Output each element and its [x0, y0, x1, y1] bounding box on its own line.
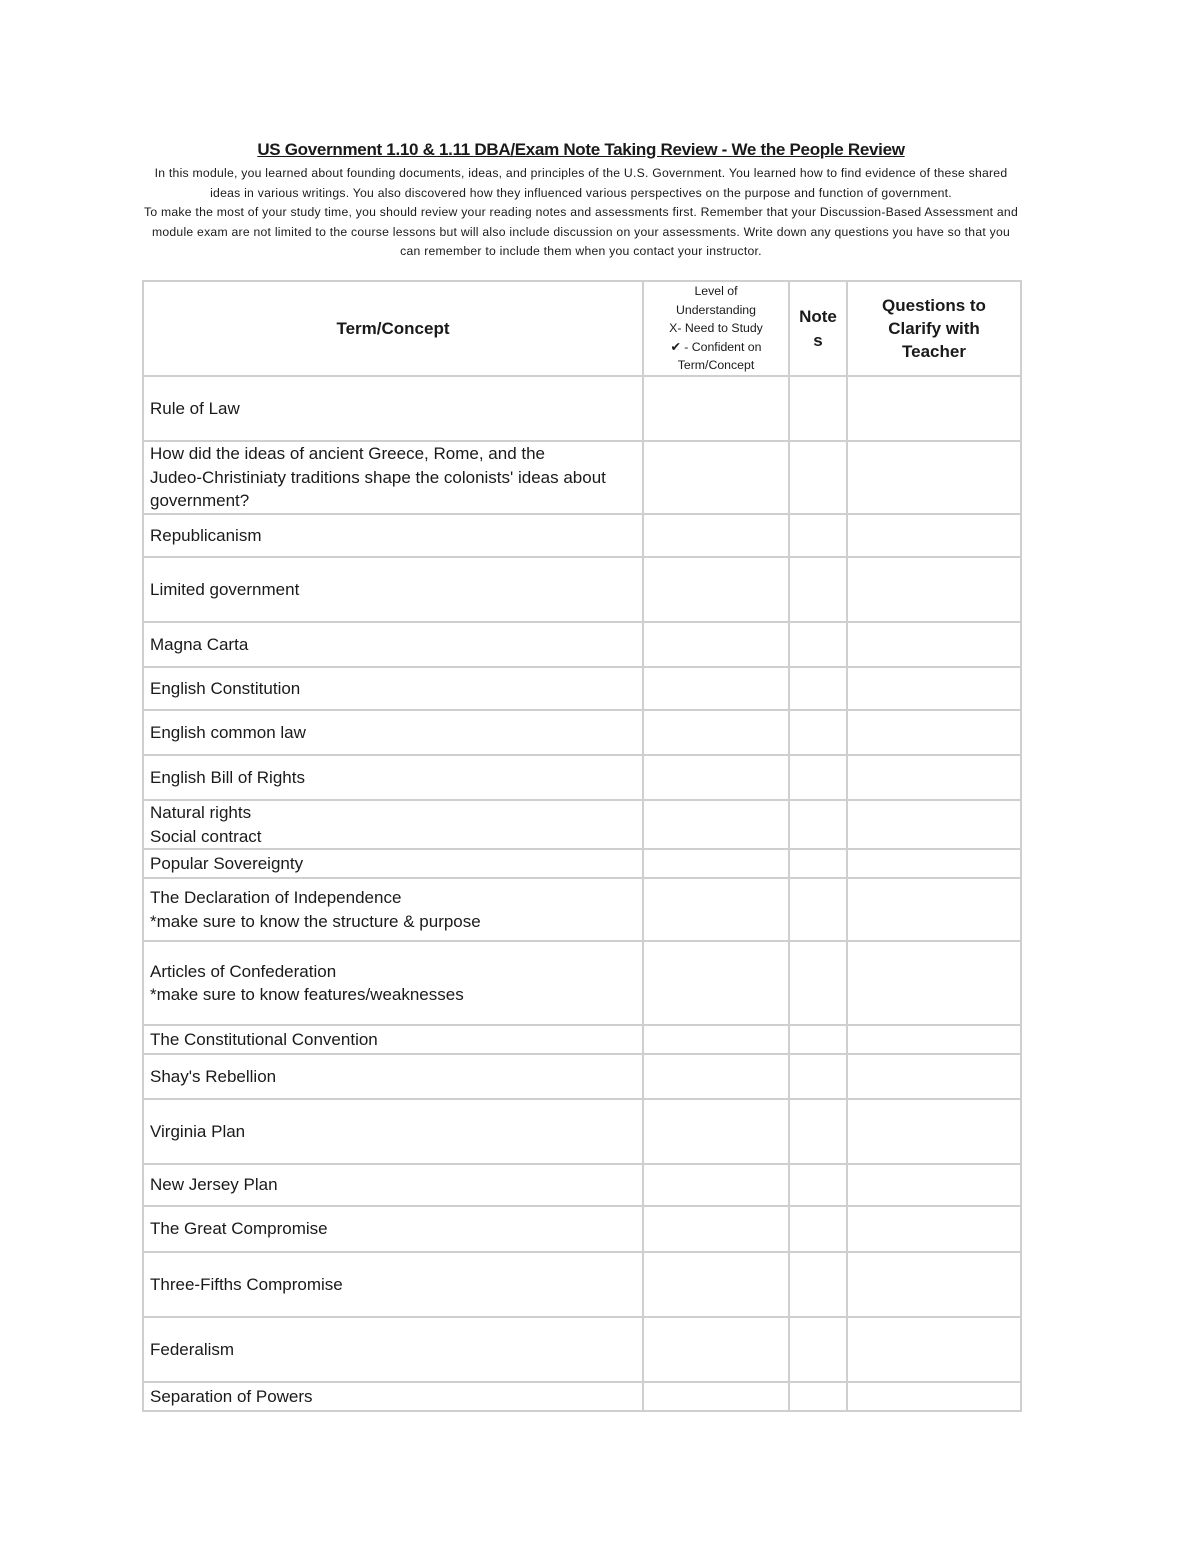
term-cell [143, 441, 643, 514]
questions-cell[interactable] [847, 1054, 1021, 1099]
term-text: The Great Compromise [150, 1219, 328, 1239]
term-text: Social contract [150, 826, 262, 846]
header-questions-line: Teacher [902, 342, 966, 361]
table-row [143, 1025, 1021, 1054]
notes-cell[interactable] [789, 376, 847, 441]
questions-cell[interactable] [847, 800, 1021, 849]
level-of-understanding-cell[interactable] [643, 800, 789, 849]
header-questions [847, 281, 1021, 376]
table-row [143, 1164, 1021, 1206]
term-cell [143, 941, 643, 1025]
notes-cell[interactable] [789, 1382, 847, 1411]
term-text: The Declaration of Independence [150, 888, 402, 907]
questions-cell[interactable] [847, 710, 1021, 755]
table-row [143, 1054, 1021, 1099]
term-text: English Bill of Rights [150, 767, 305, 787]
document-title: US Government 1.10 & 1.11 DBA/Exam Note Taking Review - We the People Review [257, 140, 905, 159]
term-text: Popular Sovereignty [150, 853, 304, 873]
notes-cell[interactable] [789, 849, 847, 878]
term-text: English common law [150, 722, 306, 742]
term-cell [143, 1382, 643, 1411]
term-cell [143, 514, 643, 557]
questions-cell[interactable] [847, 878, 1021, 941]
term-text: Limited government [150, 579, 300, 599]
term-cell [143, 878, 643, 941]
term-text: government? [150, 491, 250, 511]
notes-cell[interactable] [789, 1054, 847, 1099]
term-text: *make sure to know the structure & purpose [150, 911, 481, 931]
table-row [143, 849, 1021, 878]
level-of-understanding-cell[interactable] [643, 1054, 789, 1099]
header-questions-line: Clarify with [888, 319, 980, 338]
table-row [143, 1317, 1021, 1382]
table-row [143, 755, 1021, 800]
notes-cell[interactable] [789, 622, 847, 667]
header-notes-line: s [813, 330, 823, 350]
document-header [142, 140, 1020, 262]
questions-cell[interactable] [847, 1317, 1021, 1382]
level-of-understanding-cell[interactable] [643, 1025, 789, 1054]
header-level-line: X- Need to Study [669, 321, 763, 336]
term-text: Republicanism [150, 525, 262, 545]
term-text: Natural rights [150, 803, 252, 822]
table-row [143, 514, 1021, 557]
term-text: Shay's Rebellion [150, 1066, 277, 1086]
level-of-understanding-cell[interactable] [643, 667, 789, 710]
table-row [143, 878, 1021, 941]
level-of-understanding-cell[interactable] [643, 514, 789, 557]
questions-cell[interactable] [847, 1382, 1021, 1411]
level-of-understanding-cell[interactable] [643, 622, 789, 667]
term-cell [143, 1099, 643, 1164]
table-row [143, 710, 1021, 755]
term-text: Articles of Confederation [150, 961, 337, 981]
notes-cell[interactable] [789, 514, 847, 557]
term-cell [143, 1025, 643, 1054]
intro-paragraph-2: To make the most of your study time, you should review your reading notes and assessments first. Remember that your Discussion-Based Assessment and module exam are not limited to the course lessons but will also include discussion on your assessments. Write down any questions you have so that you can remember to include them when you contact your instructor. [143, 205, 1018, 259]
term-text: New Jersey Plan [150, 1175, 278, 1195]
term-text: Rule of Law [150, 398, 240, 418]
notes-cell[interactable] [789, 1206, 847, 1252]
notes-cell[interactable] [789, 557, 847, 622]
table-row [143, 557, 1021, 622]
header-notes [789, 281, 847, 376]
header-term-concept: Term/Concept [143, 281, 643, 376]
questions-cell[interactable] [847, 1099, 1021, 1164]
term-cell [143, 755, 643, 800]
term-cell [143, 376, 643, 441]
header-level-of-understanding [643, 281, 789, 376]
notes-cell[interactable] [789, 941, 847, 1025]
table-row [143, 1382, 1021, 1411]
term-text: Magna Carta [150, 634, 249, 654]
level-of-understanding-cell[interactable] [643, 1164, 789, 1206]
level-of-understanding-cell[interactable] [643, 557, 789, 622]
header-notes-line: Note [799, 306, 837, 326]
table-row [143, 441, 1021, 514]
term-text: Federalism [150, 1339, 235, 1359]
notes-cell[interactable] [789, 1025, 847, 1054]
term-text: *make sure to know features/weaknesses [150, 985, 464, 1004]
notes-cell[interactable] [789, 878, 847, 941]
term-cell [143, 800, 643, 849]
term-cell [143, 622, 643, 667]
header-level-line: Term/Concept [677, 358, 755, 373]
questions-cell[interactable] [847, 441, 1021, 514]
term-text: English Constitution [150, 678, 301, 698]
notes-cell[interactable] [789, 1164, 847, 1206]
table-row [143, 622, 1021, 667]
term-cell [143, 1054, 643, 1099]
term-cell [143, 557, 643, 622]
header-level-line: Level of [694, 284, 738, 299]
notes-cell[interactable] [789, 755, 847, 800]
questions-cell[interactable] [847, 849, 1021, 878]
notes-cell[interactable] [789, 441, 847, 514]
table-row [143, 1206, 1021, 1252]
term-text: Judeo-Christiniaty traditions shape the colonists' ideas about [150, 467, 606, 487]
level-of-understanding-cell[interactable] [643, 376, 789, 441]
level-of-understanding-cell[interactable] [643, 941, 789, 1025]
level-of-understanding-cell[interactable] [643, 1099, 789, 1164]
notes-cell[interactable] [789, 667, 847, 710]
questions-cell[interactable] [847, 1025, 1021, 1054]
questions-cell[interactable] [847, 1164, 1021, 1206]
questions-cell[interactable] [847, 514, 1021, 557]
notes-cell[interactable] [789, 1252, 847, 1317]
table-row [143, 1252, 1021, 1317]
table-row [143, 1099, 1021, 1164]
notes-cell[interactable] [789, 1099, 847, 1164]
header-level-line: ✔ - Confident on [670, 339, 762, 354]
questions-cell[interactable] [847, 1206, 1021, 1252]
term-cell [143, 1317, 643, 1382]
questions-cell[interactable] [847, 755, 1021, 800]
header-row [143, 281, 1021, 376]
questions-cell[interactable] [847, 1252, 1021, 1317]
level-of-understanding-cell[interactable] [643, 1206, 789, 1252]
term-cell [143, 667, 643, 710]
table-row [143, 667, 1021, 710]
table-row [143, 941, 1021, 1025]
term-text: Three-Fifths Compromise [150, 1274, 343, 1294]
term-text: Separation of Powers [150, 1386, 313, 1406]
level-of-understanding-cell[interactable] [643, 755, 789, 800]
questions-cell[interactable] [847, 622, 1021, 667]
level-of-understanding-cell[interactable] [643, 710, 789, 755]
term-cell [143, 1164, 643, 1206]
level-of-understanding-cell[interactable] [643, 878, 789, 941]
level-of-understanding-cell[interactable] [643, 1317, 789, 1382]
questions-cell[interactable] [847, 941, 1021, 1025]
intro-paragraph-1: In this module, you learned about founding documents, ideas, and principles of the U.S. Government. You learned how to find evidence of these shared ideas in various writings. You also discovered how they influenced various perspectives on the purpose and function of government. [154, 166, 1008, 200]
questions-cell[interactable] [847, 376, 1021, 441]
notes-cell[interactable] [789, 1317, 847, 1382]
term-text: The Constitutional Convention [150, 1029, 378, 1049]
questions-cell[interactable] [847, 667, 1021, 710]
notes-cell[interactable] [789, 710, 847, 755]
notes-cell[interactable] [789, 800, 847, 849]
term-cell [143, 1252, 643, 1317]
level-of-understanding-cell[interactable] [643, 1252, 789, 1317]
term-text: Virginia Plan [150, 1121, 246, 1141]
header-questions-line: Questions to [882, 296, 986, 315]
term-cell [143, 849, 643, 878]
term-cell [143, 710, 643, 755]
term-cell [143, 1206, 643, 1252]
header-level-line: Understanding [676, 302, 756, 317]
table-row [143, 800, 1021, 849]
table-row [143, 376, 1021, 441]
term-text: How did the ideas of ancient Greece, Rome, and the [150, 444, 546, 464]
level-of-understanding-cell[interactable] [643, 849, 789, 878]
level-of-understanding-cell[interactable] [643, 1382, 789, 1411]
questions-cell[interactable] [847, 557, 1021, 622]
level-of-understanding-cell[interactable] [643, 441, 789, 514]
review-table [142, 280, 1022, 1412]
